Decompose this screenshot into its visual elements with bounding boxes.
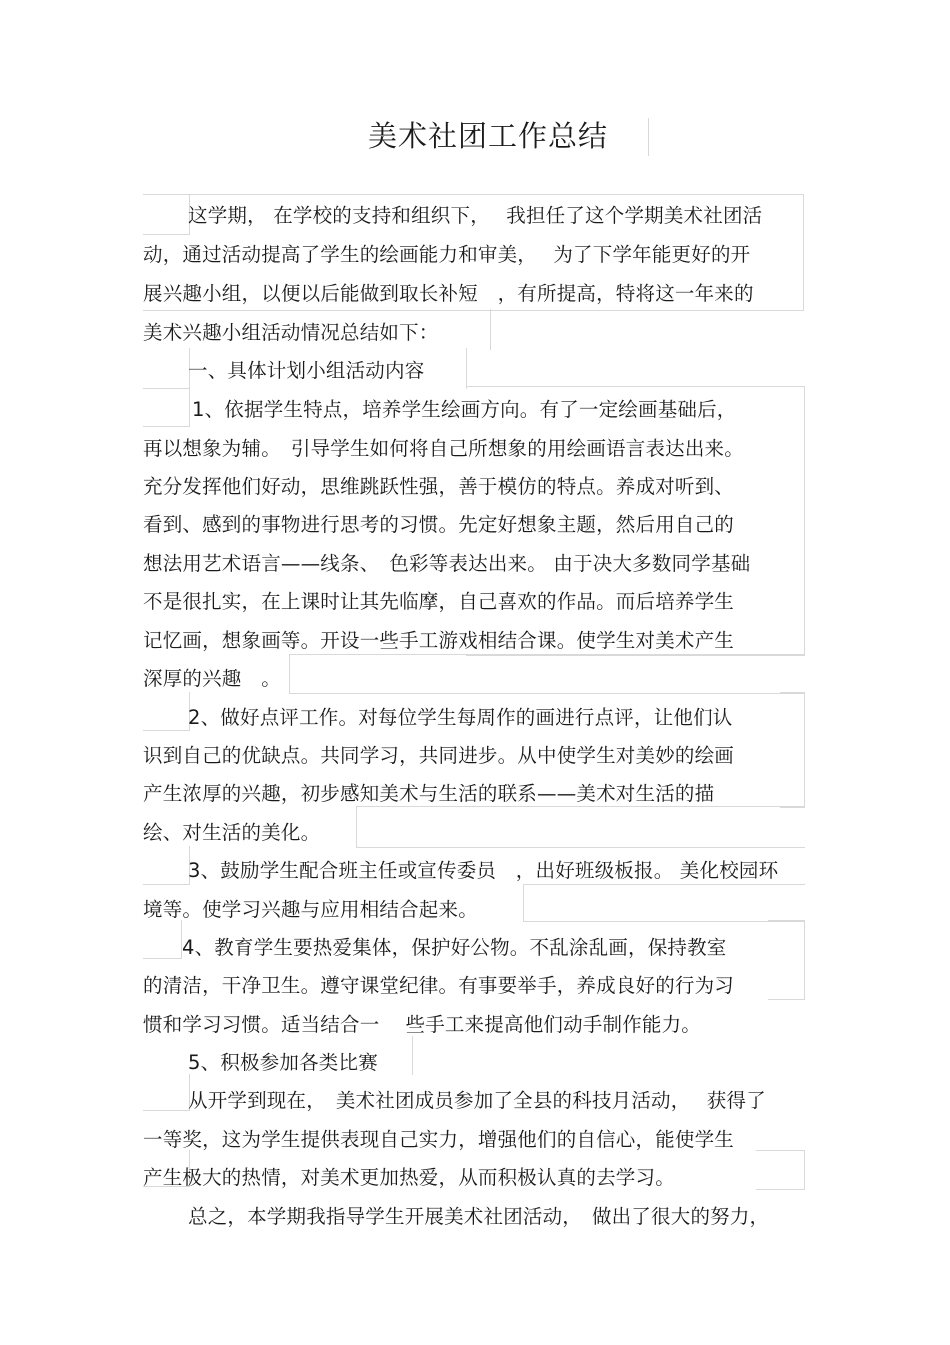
- paragraph-line: 再以想象为辅。 引导学生如何将自己所想象的用绘画语言表达出来。: [143, 437, 744, 460]
- paragraph-line: 充分发挥他们好动，思维跳跃性强，善于模仿的特点。养成对听到、: [143, 475, 735, 498]
- page-title: 美术社团工作总结: [368, 119, 609, 153]
- paragraph-line: 惯和学习习惯。适当结合一 些手工来提高他们动手制作能力。: [143, 1013, 701, 1036]
- scan-frame: [756, 1150, 805, 1190]
- scan-frame: [490, 309, 491, 350]
- paragraph-line: 动，通过活动提高了学生的绘画能力和审美， 为了下学年能更好的开: [143, 243, 751, 266]
- paragraph-line: 2、做好点评工作。对每位学生每周作的画进行点评，让他们认: [188, 706, 733, 729]
- paragraph-line: 这学期， 在学校的支持和组织下， 我担任了这个学期美术社团活: [188, 204, 763, 227]
- paragraph-line: 展兴趣小组，以便以后能做到取长补短 ，有所提高，特将这一年来的: [143, 282, 754, 305]
- scan-frame: [466, 348, 467, 389]
- paragraph-line: 总之，本学期我指导学生开展美术社团活动， 做出了很大的努力，: [188, 1205, 770, 1228]
- scan-frame: [143, 194, 190, 235]
- scan-frame: [143, 920, 182, 959]
- scan-frame: [143, 692, 190, 731]
- paragraph-line: 看到、感到的事物进行思考的习惯。先定好想象主题，然后用自己的: [143, 513, 735, 536]
- paragraph-line: 记忆画，想象画等。开设一些手工游戏相结合课。使学生对美术产生: [143, 629, 735, 652]
- paragraph-line: 产生浓厚的兴趣，初步感知美术与生活的联系——美术对生活的描: [143, 782, 715, 805]
- paragraph-line: 境等。使学习兴趣与应用相结合起来。: [143, 898, 478, 921]
- scan-frame: [143, 348, 190, 389]
- scan-frame: [143, 1074, 190, 1111]
- section-heading: 一、具体计划小组活动内容: [188, 359, 425, 382]
- scan-frame: [289, 654, 805, 694]
- paragraph-line: 5、积极参加各类比赛: [188, 1051, 378, 1074]
- paragraph-line: 美术兴趣小组活动情况总结如下：: [143, 321, 439, 344]
- paragraph-line: 绘、对生活的美化。: [143, 821, 321, 844]
- paragraph-line: 的清洁，干净卫生。遵守课堂纪律。有事要举手，养成良好的行为习: [143, 974, 735, 997]
- paragraph-line: 一等奖，这为学生提供表现自己实力，增强他们的自信心，能使学生: [143, 1128, 735, 1151]
- scan-frame: [412, 1036, 413, 1075]
- paragraph-line: 不是很扎实，在上课时让其先临摩，自己喜欢的作品。而后培养学生: [143, 590, 735, 613]
- scan-frame: [768, 920, 805, 1000]
- scan-frame: [780, 692, 805, 808]
- scan-frame: [356, 806, 805, 848]
- paragraph-line: 3、鼓励学生配合班主任或宣传委员 ，出好班级板报。 美化校园环: [188, 859, 779, 882]
- scan-frame: [143, 846, 190, 885]
- paragraph-line: 产生极大的热情，对美术更加热爱，从而积极认真的去学习。: [143, 1166, 675, 1189]
- paragraph-line: 4、教育学生要热爱集体，保护好公物。不乱涂乱画，保持教室: [182, 936, 727, 959]
- title-divider: [648, 118, 649, 156]
- scan-frame: [143, 386, 190, 427]
- scan-frame: [523, 884, 805, 922]
- paragraph-line: 识到自己的优缺点。共同学习，共同进步。从中使学生对美妙的绘画: [143, 744, 735, 767]
- paragraph-line: 想法用艺术语言——线条、 色彩等表达出来。 由于决大多数同学基础: [143, 552, 751, 575]
- paragraph-line: 从开学到现在， 美术社团成员参加了全县的科技月活动， 获得了: [188, 1089, 766, 1112]
- paragraph-line: 深厚的兴趣 。: [143, 667, 281, 690]
- paragraph-line: 1、依据学生特点，培养学生绘画方向。有了一定绘画基础后，: [192, 398, 737, 421]
